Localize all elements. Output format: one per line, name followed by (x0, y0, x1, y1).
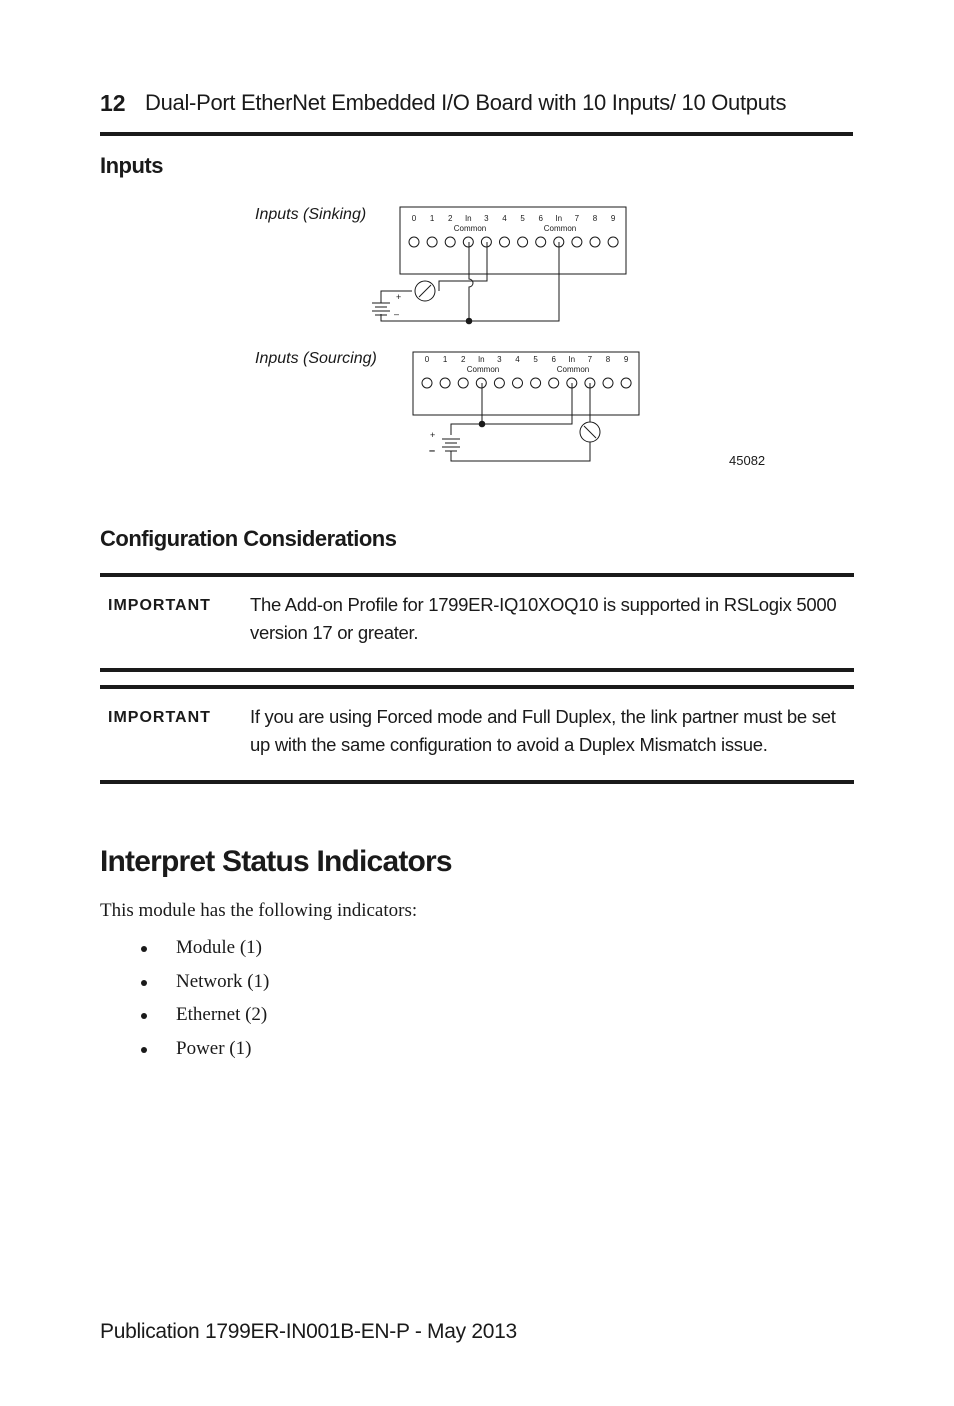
sourcing-terminal-screw (458, 378, 468, 388)
important-note-2-bottom-rule (100, 780, 854, 784)
indicator-list (140, 934, 269, 1069)
sourcing-battery-icon (442, 439, 460, 451)
sinking-terminal-labels (412, 214, 616, 223)
sourcing-wires (451, 383, 590, 461)
sourcing-minus-sign: – (429, 445, 436, 457)
sourcing-junction (479, 421, 485, 427)
important-note-2-label: IMPORTANT (108, 709, 211, 726)
sinking-terminal-screw (572, 237, 582, 247)
wiring-diagram-svg (240, 195, 800, 485)
sourcing-terminal-label: 1 (442, 355, 448, 364)
sourcing-plus-sign: + (430, 430, 436, 440)
sourcing-terminal-label: 7 (587, 355, 593, 364)
sourcing-terminal-screw (440, 378, 450, 388)
important-note-2-line-1: If you are using Forced mode and Full Duplex, the link partner must be set (250, 706, 836, 727)
sinking-terminal-label: 5 (520, 214, 525, 223)
sinking-terminal-screw (481, 237, 491, 247)
sinking-terminal-label: 1 (429, 214, 435, 223)
sinking-terminal-screw (608, 237, 618, 247)
indicator-label: Power (1) (176, 1038, 252, 1060)
important-note-1 (100, 573, 854, 673)
page-number: 12 (100, 90, 126, 116)
sinking-terminal-screw (427, 237, 437, 247)
sinking-terminal-screw (463, 237, 473, 247)
sourcing-terminal-screw (549, 378, 559, 388)
sourcing-terminal-screw (621, 378, 631, 388)
sinking-common-label-1: Common (453, 224, 487, 233)
sourcing-terminal-label: 6 (551, 355, 556, 364)
important-note-2-top-rule (100, 685, 854, 689)
important-note-1-line-2: version 17 or greater. (250, 622, 419, 643)
bullet-icon (141, 980, 147, 986)
sinking-terminal-label: 6 (538, 214, 543, 223)
list-item (140, 1035, 269, 1069)
sinking-wires (381, 242, 559, 321)
sinking-terminal-screw (536, 237, 546, 247)
sinking-terminal-label: 9 (610, 214, 616, 223)
sourcing-terminals (422, 378, 631, 388)
inputs-heading: Inputs (100, 153, 163, 178)
sinking-terminal-screw (409, 237, 419, 247)
sourcing-terminal-labels (425, 355, 629, 364)
bullet-icon (141, 1047, 147, 1053)
sourcing-terminal-label: 5 (533, 355, 538, 364)
sinking-terminal-screw (518, 237, 528, 247)
inputs-wiring-diagram (240, 195, 800, 485)
config-heading: Configuration Considerations (100, 526, 397, 551)
bullet-icon (141, 1013, 147, 1019)
status-heading: Interpret Status Indicators (100, 845, 452, 878)
sinking-terminal-screw (500, 237, 510, 247)
sourcing-terminal-label: In (568, 355, 576, 364)
sinking-junction (466, 318, 472, 324)
sinking-battery-icon (372, 294, 390, 315)
sinking-terminal-label: 7 (574, 214, 580, 223)
sinking-terminal-screw (590, 237, 600, 247)
important-note-2 (100, 685, 854, 785)
important-note-1-label: IMPORTANT (108, 597, 211, 614)
sourcing-common-label-2: Common (556, 365, 590, 374)
status-intro: This module has the following indicators: (100, 900, 418, 921)
sourcing-common-label-1: Common (466, 365, 500, 374)
sourcing-terminal-screw (603, 378, 613, 388)
sinking-terminal-label: In (464, 214, 472, 223)
bullet-icon (141, 946, 147, 952)
important-note-2-text (250, 703, 854, 759)
sourcing-terminal-label: 3 (497, 355, 502, 364)
sourcing-terminal-label: 9 (623, 355, 629, 364)
sinking-minus-sign: – (394, 309, 400, 319)
indicator-label: Module (1) (176, 937, 263, 958)
sourcing-terminal-label: 8 (605, 355, 611, 364)
header-rule (100, 132, 853, 136)
sourcing-terminal-label: In (477, 355, 485, 364)
page-header (100, 88, 853, 136)
figure-number: 45082 (729, 453, 766, 468)
list-item (140, 968, 269, 1002)
important-note-1-text (250, 591, 850, 647)
sourcing-terminal-screw (531, 378, 541, 388)
sinking-terminals (409, 237, 618, 247)
list-item (140, 934, 269, 968)
list-item (140, 1001, 269, 1035)
sinking-terminal-label: 3 (484, 214, 489, 223)
sinking-plus-sign: + (396, 292, 402, 302)
important-note-1-bottom-rule (100, 668, 854, 672)
important-note-1-top-rule (100, 573, 854, 577)
sinking-terminal-label: 8 (592, 214, 598, 223)
important-note-2-line-2: up with the same configuration to avoid a Duplex Mismatch issue. (250, 734, 768, 755)
header-title: Dual-Port EtherNet Embedded I/O Board with 10 Inputs/ 10 Outputs (145, 90, 787, 115)
sourcing-label: Inputs (Sourcing) (255, 350, 377, 367)
important-note-1-line-1: The Add-on Profile for 1799ER-IQ10XOQ10 is supported in RSLogix 5000 (250, 594, 837, 615)
sourcing-terminal-screw (422, 378, 432, 388)
indicator-label: Network (1) (176, 970, 270, 992)
sourcing-terminal-label: 4 (515, 355, 520, 364)
sinking-terminal-label: In (555, 214, 563, 223)
sinking-terminal-label: 0 (411, 214, 417, 223)
sinking-terminal-label: 4 (502, 214, 507, 223)
sourcing-terminal-screw (494, 378, 504, 388)
indicator-label: Ethernet (2) (176, 1004, 268, 1026)
sourcing-terminal-screw (513, 378, 523, 388)
sinking-terminal-screw (445, 237, 455, 247)
sinking-label: Inputs (Sinking) (255, 206, 367, 223)
publication-footer: Publication 1799ER-IN001B-EN-P - May 2013 (100, 1320, 517, 1343)
sinking-terminal-label: 2 (447, 214, 453, 223)
sinking-common-label-2: Common (543, 224, 577, 233)
sourcing-terminal-label: 0 (424, 355, 430, 364)
sourcing-terminal-screw (476, 378, 486, 388)
sourcing-terminal-label: 2 (460, 355, 466, 364)
